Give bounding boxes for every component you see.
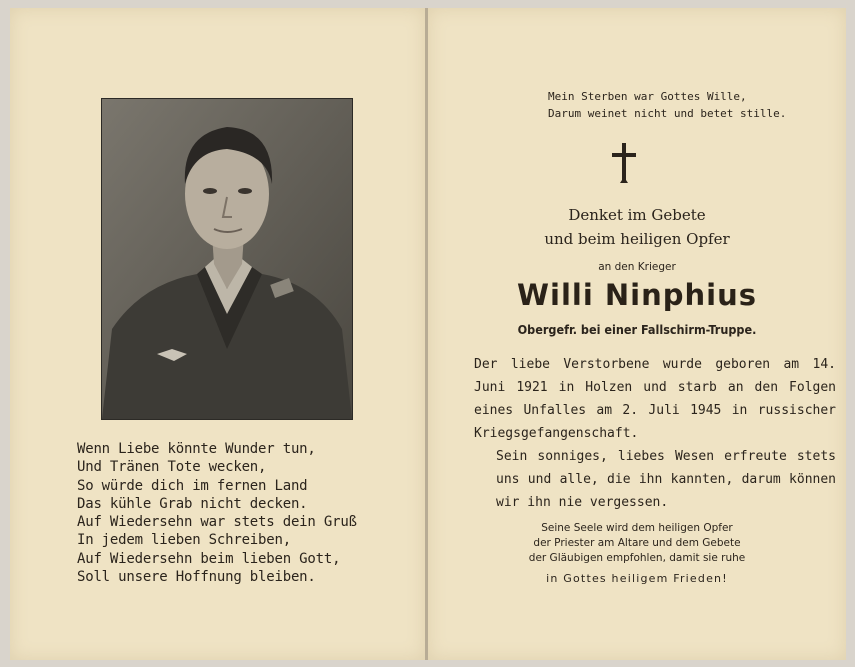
poem (77, 440, 397, 586)
denket-line: und beim heiligen Opfer (544, 230, 730, 248)
blessing-line: der Gläubigen empfohlen, damit sie ruhe (528, 552, 746, 564)
deceased-name: Willi Ninphius (517, 278, 757, 312)
blessing-line: der Priester am Altare und dem Gebete (533, 537, 741, 549)
poem-line: Auf Wiedersehn beim lieben Gott, (77, 550, 341, 567)
an-den-krieger: an den Krieger (598, 261, 676, 273)
bio-paragraph: Der liebe Verstorbene wurde geboren am 14. Juni 1921 in Holzen und starb an den Folgen eines Unfalles am 2. Juli 1945 in russischer Kriegsgefangenschaft. (474, 357, 836, 441)
denket-line: Denket im Gebete (568, 206, 706, 224)
right-page-content (428, 8, 846, 660)
poem-line: Soll unsere Hoffnung bleiben. (77, 569, 316, 586)
poem-line: Das kühle Grab nicht decken. (77, 495, 308, 512)
biography (474, 353, 836, 514)
closing-line: in Gottes heiligem Frieden! (546, 572, 728, 585)
motto-line: Darum weinet nicht und betet stille. (548, 107, 787, 120)
poem-line: Und Tränen Tote wecken, (77, 459, 267, 476)
poem-line: In jedem lieben Schreiben, (77, 532, 291, 549)
portrait-photo (101, 98, 353, 420)
poem-line: Auf Wiedersehn war stets dein Gruß (77, 514, 357, 531)
bio-paragraph: Sein sonniges, liebes Wesen erfreute stets uns und alle, die ihn kannten, darum können wir ihn nie vergessen. (496, 449, 836, 510)
motto (428, 88, 846, 122)
rank-line: Obergefr. bei einer Fallschirm-Truppe. (517, 322, 757, 337)
blessing (428, 521, 846, 566)
motto-line: Mein Sterben war Gottes Wille, (548, 90, 747, 103)
cross-icon (611, 143, 637, 183)
blessing-line: Seine Seele wird dem heiligen Opfer (541, 522, 733, 534)
poem-line: So würde dich im fernen Land (77, 477, 308, 494)
poem-line: Wenn Liebe könnte Wunder tun, (77, 441, 316, 457)
denket-heading (428, 203, 846, 251)
